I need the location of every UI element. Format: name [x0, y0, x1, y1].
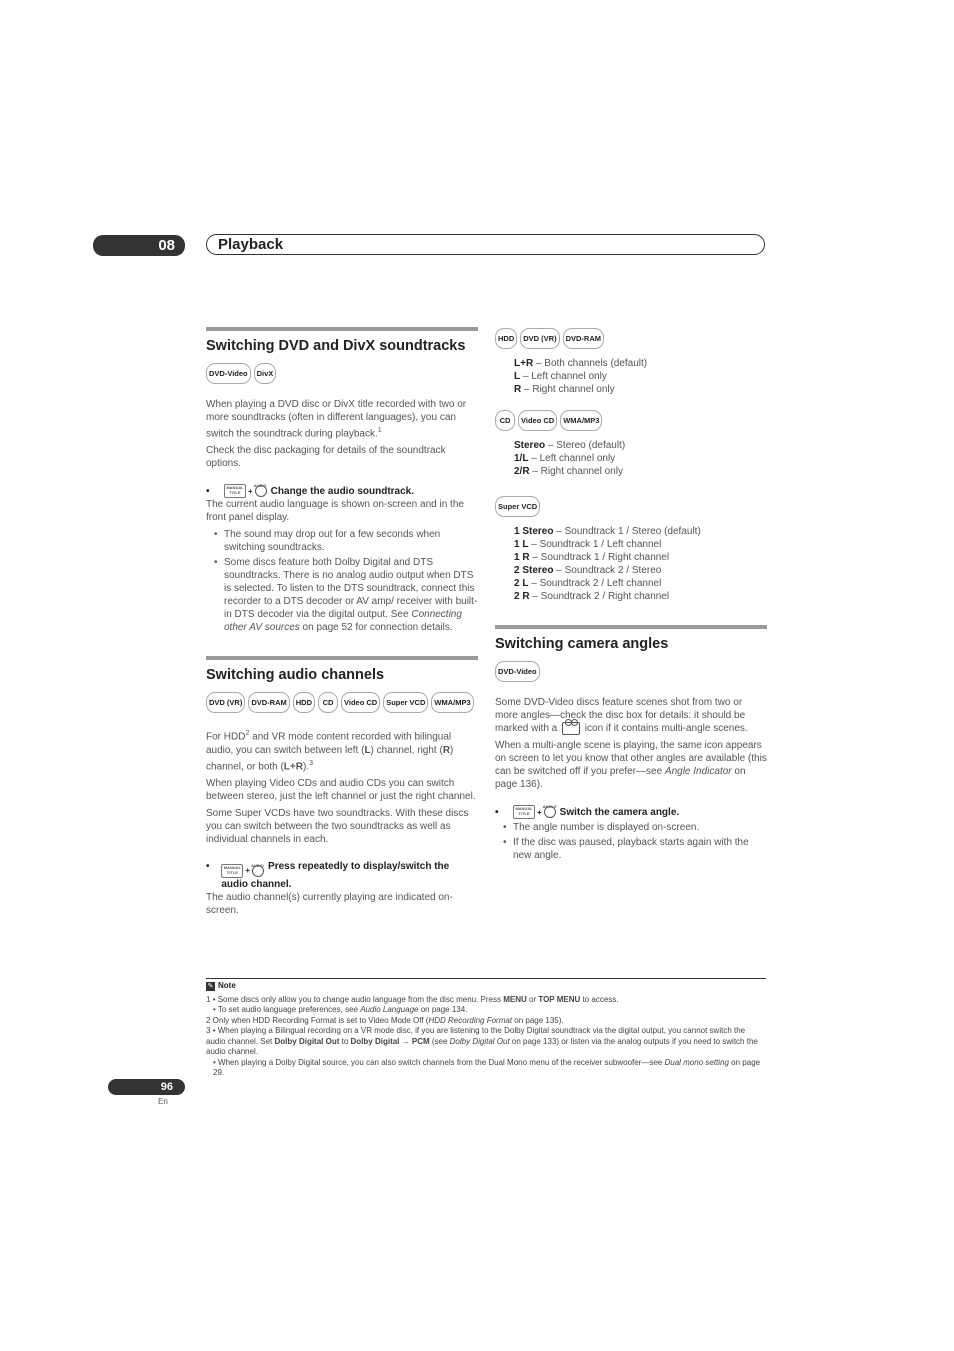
list-item: 2 Stereo – Soundtrack 2 / Stereo [514, 565, 662, 576]
option-list [514, 525, 767, 603]
remote-icon: MANUAL TITLE [513, 805, 535, 819]
list-item: L – Left channel only [514, 371, 607, 382]
footnote-1-line-2: • To set audio language preferences, see Audio Language on page 134. [213, 1005, 468, 1014]
disc-badges [206, 692, 478, 713]
paragraph: Check the disc packaging for details of the soundtrack options. [206, 445, 446, 470]
hdd-channel-block [495, 328, 767, 396]
badge-hdd: HDD [495, 328, 517, 349]
language-code: En [158, 1097, 168, 1106]
chapter-number-tab: 08 [93, 235, 185, 256]
remote-button-combo: MANUAL TITLE + AUDIO [224, 484, 267, 498]
right-column [495, 322, 767, 864]
note-heading: ✎ Note [207, 981, 236, 990]
note-icon: ✎ [207, 982, 214, 990]
chapter-title: Playback [206, 234, 765, 255]
paragraph: When playing a DVD disc or DivX title recorded with two or more soundtracks (often in different languages), you can switch the soundtrack during playback.$^1$ [206, 399, 467, 440]
list-item: 1 Stereo – Soundtrack 1 / Stereo (default) [514, 526, 701, 537]
paragraph: When playing Video CDs and audio CDs you can switch between stereo, just the left channel or just the right channel. [206, 777, 476, 802]
list-item: 2 L – Soundtrack 2 / Left channel [514, 578, 662, 589]
paragraph: Some DVD-Video discs feature scenes shot from two or more angles—check the disc box for details: it should be marked with a icon if it contains multi-angle scenes. [495, 697, 748, 735]
cd-channel-block [495, 410, 767, 478]
angle-button-icon: ANGLE [544, 806, 556, 818]
badge-divx: DivX [254, 363, 277, 384]
badge-dvd-vr: DVD (VR) [206, 692, 245, 713]
badge-wma-mp3: WMA/MP3 [431, 692, 473, 713]
step-switch-channel: • MANUAL TITLE + AUDIO Press repeatedly to display/switch the audio channel. [206, 860, 450, 890]
badge-dvd-ram: DVD-RAM [563, 328, 604, 349]
disc-badges [495, 496, 767, 517]
badge-dvd-video: DVD-Video [495, 661, 540, 682]
left-column [206, 327, 478, 921]
bullet-list [495, 821, 767, 862]
section-title-soundtracks: Switching DVD and DivX soundtracks [206, 338, 466, 354]
list-item: 1 R – Soundtrack 1 / Right channel [514, 552, 670, 563]
badge-cd: CD [495, 410, 515, 431]
list-item: 1 L – Soundtrack 1 / Left channel [514, 539, 662, 550]
disc-badges [495, 661, 767, 682]
footnote-2: 2 Only when HDD Recording Format is set to Video Mode Off (HDD Recording Format on page 135). [206, 1015, 564, 1025]
section-rule [206, 656, 478, 660]
step-description: The current audio language is shown on-screen and in the front panel display. [206, 499, 464, 524]
badge-dvd-ram: DVD-RAM [248, 692, 289, 713]
list-item: • Some discs feature both Dolby Digital and DTS soundtracks. There is no analog audio output when DTS is selected. To listen to the DTS soundtrack, connect this recorder to a DTS decoder or AV amp/ receiver with built-in DTS decoder via the digital output. See Connecting other AV sources on page 52 for connection details. [224, 556, 478, 634]
list-item: R – Right channel only [514, 384, 615, 395]
section-rule [206, 327, 478, 331]
step-change-audio: • MANUAL TITLE + AUDIO Change the audio soundtrack. [206, 483, 415, 497]
badge-wma-mp3: WMA/MP3 [560, 410, 602, 431]
section-rule [495, 625, 767, 629]
badge-super-vcd: Super VCD [383, 692, 428, 713]
remote-button-combo: MANUAL TITLE + AUDIO [221, 864, 264, 878]
audio-button-icon: AUDIO [255, 485, 267, 497]
badge-dvd-video: DVD-Video [206, 363, 251, 384]
badge-super-vcd: Super VCD [495, 496, 540, 517]
disc-badges [206, 363, 478, 384]
remote-icon: MANUAL TITLE [221, 864, 243, 878]
step-switch-angle: • MANUAL TITLE + ANGLE Switch the camera angle. [495, 804, 680, 818]
paragraph: For HDD$^2$ and VR mode content recorded with bilingual audio, you can switch between left (L) channel, right (R) channel, or both (L+R).$^3$ [206, 730, 454, 772]
footnote-3-line-2: • When playing a Dolby Digital source, you can also switch channels from the Dual Mono menu of the receiver subwoofer—see Dual mono setting on page 29. [213, 1057, 761, 1077]
list-item: Stereo – Stereo (default) [514, 440, 626, 451]
badge-hdd: HDD [293, 692, 315, 713]
disc-badges [495, 328, 767, 349]
remote-icon: MANUAL TITLE [224, 484, 246, 498]
camera-angle-icon [562, 722, 580, 735]
paragraph: Some Super VCDs have two soundtracks. With these discs you can switch between the two soundtracks as well as individual channels in each. [206, 807, 469, 845]
section-title-camera-angles: Switching camera angles [495, 636, 669, 652]
list-item: 1/L – Left channel only [514, 453, 616, 464]
badge-dvd-vr: DVD (VR) [520, 328, 559, 349]
disc-badges [495, 410, 767, 431]
step-description: The audio channel(s) currently playing are indicated on-screen. [206, 891, 453, 916]
option-list [514, 439, 767, 478]
list-item: • The sound may drop out for a few seconds when switching soundtracks. [224, 528, 478, 554]
footnotes [206, 978, 766, 1079]
list-item: • If the disc was paused, playback starts again with the new angle. [513, 836, 767, 862]
badge-video-cd: Video CD [341, 692, 380, 713]
paragraph: When a multi-angle scene is playing, the same icon appears on screen to let you know that other angles are available (this can be switched off if you prefer—see Angle Indicator on page 136). [495, 740, 767, 791]
badge-video-cd: Video CD [518, 410, 557, 431]
list-item: 2 R – Soundtrack 2 / Right channel [514, 591, 670, 602]
svcd-channel-block [495, 496, 767, 603]
page-number: 96 [108, 1079, 185, 1095]
list-item: L+R – Both channels (default) [514, 358, 648, 369]
list-item: • The angle number is displayed on-screen. [513, 821, 767, 834]
bullet-list [206, 528, 478, 634]
list-item: 2/R – Right channel only [514, 466, 623, 477]
section-title-audio-channels: Switching audio channels [206, 667, 385, 684]
remote-button-combo: MANUAL TITLE + ANGLE [513, 805, 556, 819]
badge-cd: CD [318, 692, 338, 713]
option-list [514, 357, 767, 396]
audio-button-icon: AUDIO [252, 865, 264, 877]
footnote-1: 1 • Some discs only allow you to change audio language from the disc menu. Press MENU or TOP MENU to access. [206, 994, 619, 1004]
footnote-3: 3 • When playing a Bilingual recording on a VR mode disc, if you are listening to the Dolby Digital soundtrack via the digital output, you cannot switch the audio channel. Set Dolby Digital Out to Dolby Digital → PCM (see Dolby Digital Out on page 133) or listen via the analog outputs if you need to switch the audio channel. [206, 1026, 758, 1056]
